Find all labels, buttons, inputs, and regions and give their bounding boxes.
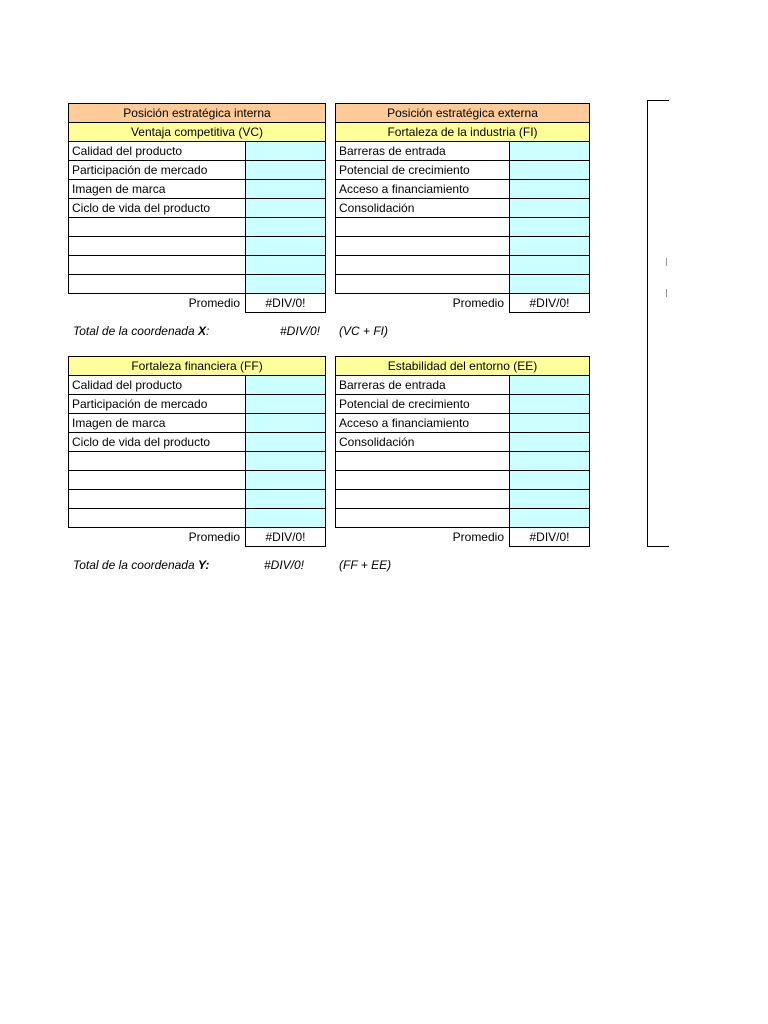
table-row	[336, 452, 590, 471]
table-row	[336, 509, 590, 528]
value-cell[interactable]	[246, 142, 326, 161]
row-label	[336, 452, 510, 471]
ff-table	[68, 356, 326, 547]
value-cell[interactable]	[246, 218, 326, 237]
table-row	[69, 199, 326, 218]
table-row	[69, 471, 326, 490]
value-cell[interactable]	[510, 199, 590, 218]
value-cell[interactable]	[246, 376, 326, 395]
table-row	[69, 161, 326, 180]
row-label	[69, 490, 246, 509]
value-cell[interactable]	[510, 142, 590, 161]
value-cell[interactable]	[246, 395, 326, 414]
table-row	[69, 142, 326, 161]
row-label	[69, 218, 246, 237]
row-label	[336, 218, 510, 237]
value-cell[interactable]	[510, 490, 590, 509]
table-row	[69, 414, 326, 433]
row-label	[69, 237, 246, 256]
row-label	[69, 256, 246, 275]
value-cell[interactable]	[246, 256, 326, 275]
total-y-value: #DIV/0!	[264, 558, 305, 572]
table-row	[336, 490, 590, 509]
total-x-formula: (VC + FI)	[339, 324, 389, 338]
value-cell[interactable]	[510, 256, 590, 275]
total-y-axis: Y:	[198, 558, 210, 572]
table-row	[69, 256, 326, 275]
row-label	[336, 256, 510, 275]
table-row	[336, 275, 590, 294]
row-label	[69, 509, 246, 528]
row-label: Calidad del producto	[69, 142, 246, 161]
value-cell[interactable]	[510, 180, 590, 199]
table-row	[69, 237, 326, 256]
table-row	[336, 471, 590, 490]
row-label: Barreras de entrada	[336, 142, 510, 161]
row-label	[336, 275, 510, 294]
table-row	[336, 256, 590, 275]
row-label: Participación de mercado	[69, 395, 246, 414]
value-cell[interactable]	[510, 218, 590, 237]
promedio-value: #DIV/0!	[510, 528, 590, 547]
row-label	[69, 452, 246, 471]
value-cell[interactable]	[246, 180, 326, 199]
chart-frame-partial	[647, 100, 669, 547]
value-cell[interactable]	[246, 161, 326, 180]
value-cell[interactable]	[510, 237, 590, 256]
row-label	[69, 275, 246, 294]
promedio-value: #DIV/0!	[246, 294, 326, 313]
table-row	[336, 199, 590, 218]
value-cell[interactable]	[246, 490, 326, 509]
total-x-value: #DIV/0!	[280, 324, 321, 338]
total-y-formula: (FF + EE)	[339, 558, 392, 572]
row-label: Participación de mercado	[69, 161, 246, 180]
promedio-label: Promedio	[188, 296, 240, 311]
table-row	[69, 376, 326, 395]
table-row	[336, 180, 590, 199]
vc-header: Ventaja competitiva (VC)	[69, 123, 326, 142]
value-cell[interactable]	[510, 376, 590, 395]
row-label	[336, 509, 510, 528]
row-label	[336, 471, 510, 490]
value-cell[interactable]	[510, 275, 590, 294]
value-cell[interactable]	[246, 414, 326, 433]
value-cell[interactable]	[510, 452, 590, 471]
value-cell[interactable]	[510, 414, 590, 433]
row-label: Acceso a financiamiento	[336, 180, 510, 199]
frame-tick	[666, 289, 667, 297]
value-cell[interactable]	[246, 275, 326, 294]
ee-table	[335, 356, 590, 547]
fi-table	[335, 103, 590, 313]
table-row	[336, 218, 590, 237]
table-row	[69, 275, 326, 294]
table-row	[69, 490, 326, 509]
table-row	[336, 161, 590, 180]
row-label	[336, 490, 510, 509]
interna-title: Posición estratégica interna	[69, 104, 326, 123]
row-label: Potencial de crecimiento	[336, 161, 510, 180]
table-row	[69, 452, 326, 471]
total-y-label: Total de la coordenada Y:	[73, 558, 210, 572]
table-row	[69, 180, 326, 199]
value-cell[interactable]	[246, 433, 326, 452]
value-cell[interactable]	[510, 509, 590, 528]
promedio-value: #DIV/0!	[246, 528, 326, 547]
vc-table	[68, 103, 326, 313]
value-cell[interactable]	[246, 471, 326, 490]
promedio-label: Promedio	[452, 530, 504, 545]
value-cell[interactable]	[246, 199, 326, 218]
table-row	[336, 414, 590, 433]
value-cell[interactable]	[246, 452, 326, 471]
row-label: Acceso a financiamiento	[336, 414, 510, 433]
frame-tick	[666, 258, 667, 266]
table-row	[69, 433, 326, 452]
value-cell[interactable]	[246, 509, 326, 528]
row-label	[336, 237, 510, 256]
value-cell[interactable]	[510, 161, 590, 180]
row-label: Consolidación	[336, 199, 510, 218]
total-x-label: Total de la coordenada X:	[73, 324, 210, 338]
value-cell[interactable]	[510, 471, 590, 490]
promedio-value: #DIV/0!	[510, 294, 590, 313]
row-label: Imagen de marca	[69, 180, 246, 199]
row-label: Potencial de crecimiento	[336, 395, 510, 414]
table-row	[69, 395, 326, 414]
table-row	[69, 218, 326, 237]
ee-header: Estabilidad del entorno (EE)	[336, 357, 590, 376]
value-cell[interactable]	[246, 237, 326, 256]
row-label: Calidad del producto	[69, 376, 246, 395]
promedio-label: Promedio	[452, 296, 504, 311]
externa-title: Posición estratégica externa	[336, 104, 590, 123]
table-row	[336, 142, 590, 161]
row-label: Consolidación	[336, 433, 510, 452]
table-row	[336, 433, 590, 452]
table-row	[69, 509, 326, 528]
value-cell[interactable]	[510, 395, 590, 414]
table-row	[336, 376, 590, 395]
ff-header: Fortaleza financiera (FF)	[69, 357, 326, 376]
row-label	[69, 471, 246, 490]
total-x-axis: X	[198, 324, 207, 338]
row-label: Ciclo de vida del producto	[69, 199, 246, 218]
row-label: Imagen de marca	[69, 414, 246, 433]
value-cell[interactable]	[510, 433, 590, 452]
promedio-label: Promedio	[188, 530, 240, 545]
row-label: Barreras de entrada	[336, 376, 510, 395]
table-row	[336, 395, 590, 414]
fi-header: Fortaleza de la industria (FI)	[336, 123, 590, 142]
table-row	[336, 237, 590, 256]
row-label: Ciclo de vida del producto	[69, 433, 246, 452]
